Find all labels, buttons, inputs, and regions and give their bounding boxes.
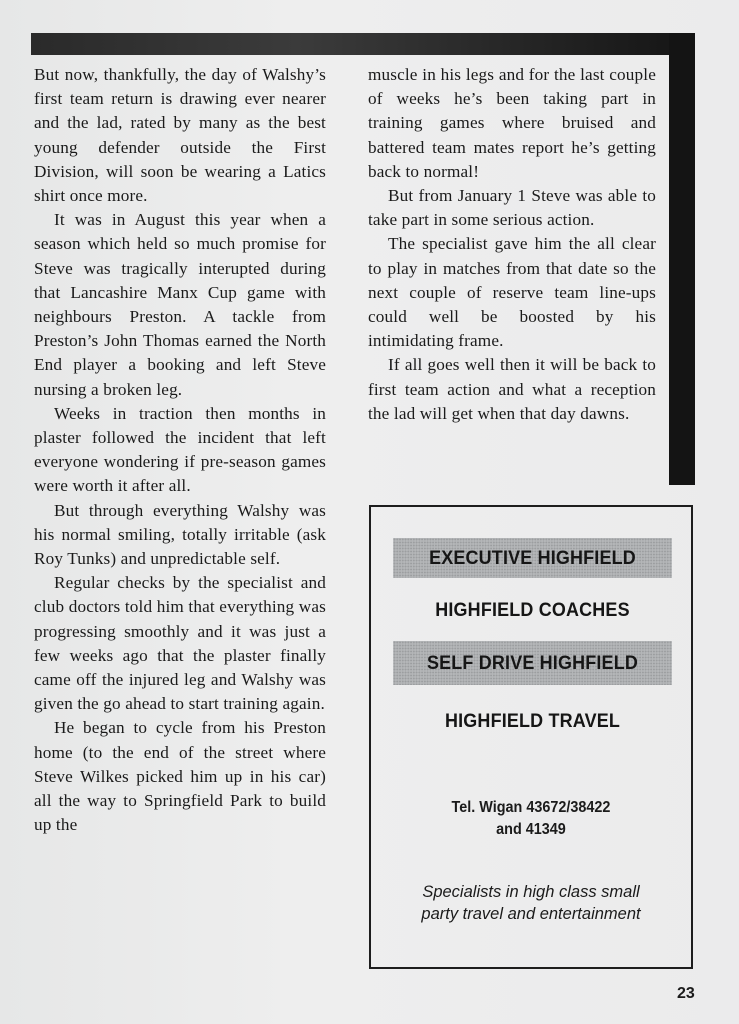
- advert-line-travel: HIGHFIELD TRAVEL: [444, 710, 621, 732]
- article-paragraph: But through everything Walshy was his normal smiling, totally irritable (ask Roy Tunks) and unpredictable self.: [34, 500, 326, 569]
- advert-line-self-drive: SELF DRIVE HIGHFIELD: [393, 641, 672, 685]
- advert-telephone-line1: Tel. Wigan 43672/38422: [451, 799, 611, 816]
- article-paragraph: muscle in his legs and for the last couple of weeks he’s been taking part in training games where bruised and battered team mates report he’s getting back to normal!: [368, 65, 656, 181]
- article-column-left: [34, 63, 326, 838]
- article-paragraph: If all goes well then it will be back to first team action and what a reception the lad will get when that day dawns.: [368, 355, 656, 423]
- advert-tagline: [371, 881, 691, 925]
- article-paragraph: The specialist gave him the all clear to play in matches from that date so the next couple of reserve team line-ups could well be boosted by his intimidating frame.: [368, 234, 656, 351]
- article-paragraph: Regular checks by the specialist and club doctors told him that everything was progressing smoothly and it was just a few weeks ago that the plaster finally came off the injured leg and Walshy was given the go ahead to start training again.: [34, 573, 326, 714]
- article-paragraph: He began to cycle from his Preston home (to the end of the street where Steve Wilkes picked him up in his car) all the way to Springfield Park to build up the: [34, 718, 326, 835]
- article-paragraph: But from January 1 Steve was able to take part in some serious action.: [368, 186, 656, 230]
- advert-telephone-line2: and 41349: [496, 821, 566, 838]
- page-number: 23: [677, 985, 695, 1002]
- advert-telephone: [387, 797, 675, 841]
- article-paragraph: But now, thankfully, the day of Walshy’s first team return is drawing ever nearer and the lad, rated by many as the best young defender outside the First Division, will soon be wearing a Latics shirt once more.: [34, 65, 326, 206]
- highfield-advert: [369, 505, 693, 969]
- advert-tagline-line1: Specialists in high class small: [422, 883, 640, 901]
- advert-line-executive: EXECUTIVE HIGHFIELD: [393, 538, 672, 578]
- article-column-right: [368, 63, 656, 426]
- article-paragraph: It was in August this year when a season which held so much promise for Steve was tragically interupted during that Lancashire Manx Cup game with neighbours Preston. A tackle from Preston’s John Thomas earned the North End player a booking and left Steve nursing a broken leg.: [34, 210, 326, 399]
- advert-tagline-line2: party travel and entertainment: [421, 905, 641, 923]
- side-rule-bar: [669, 33, 695, 485]
- advert-line-coaches: HIGHFIELD COACHES: [435, 599, 630, 621]
- header-rule-bar: [31, 33, 695, 55]
- article-paragraph: Weeks in traction then months in plaster followed the incident that left everyone wondering if pre-season games were worth it after all.: [34, 403, 326, 496]
